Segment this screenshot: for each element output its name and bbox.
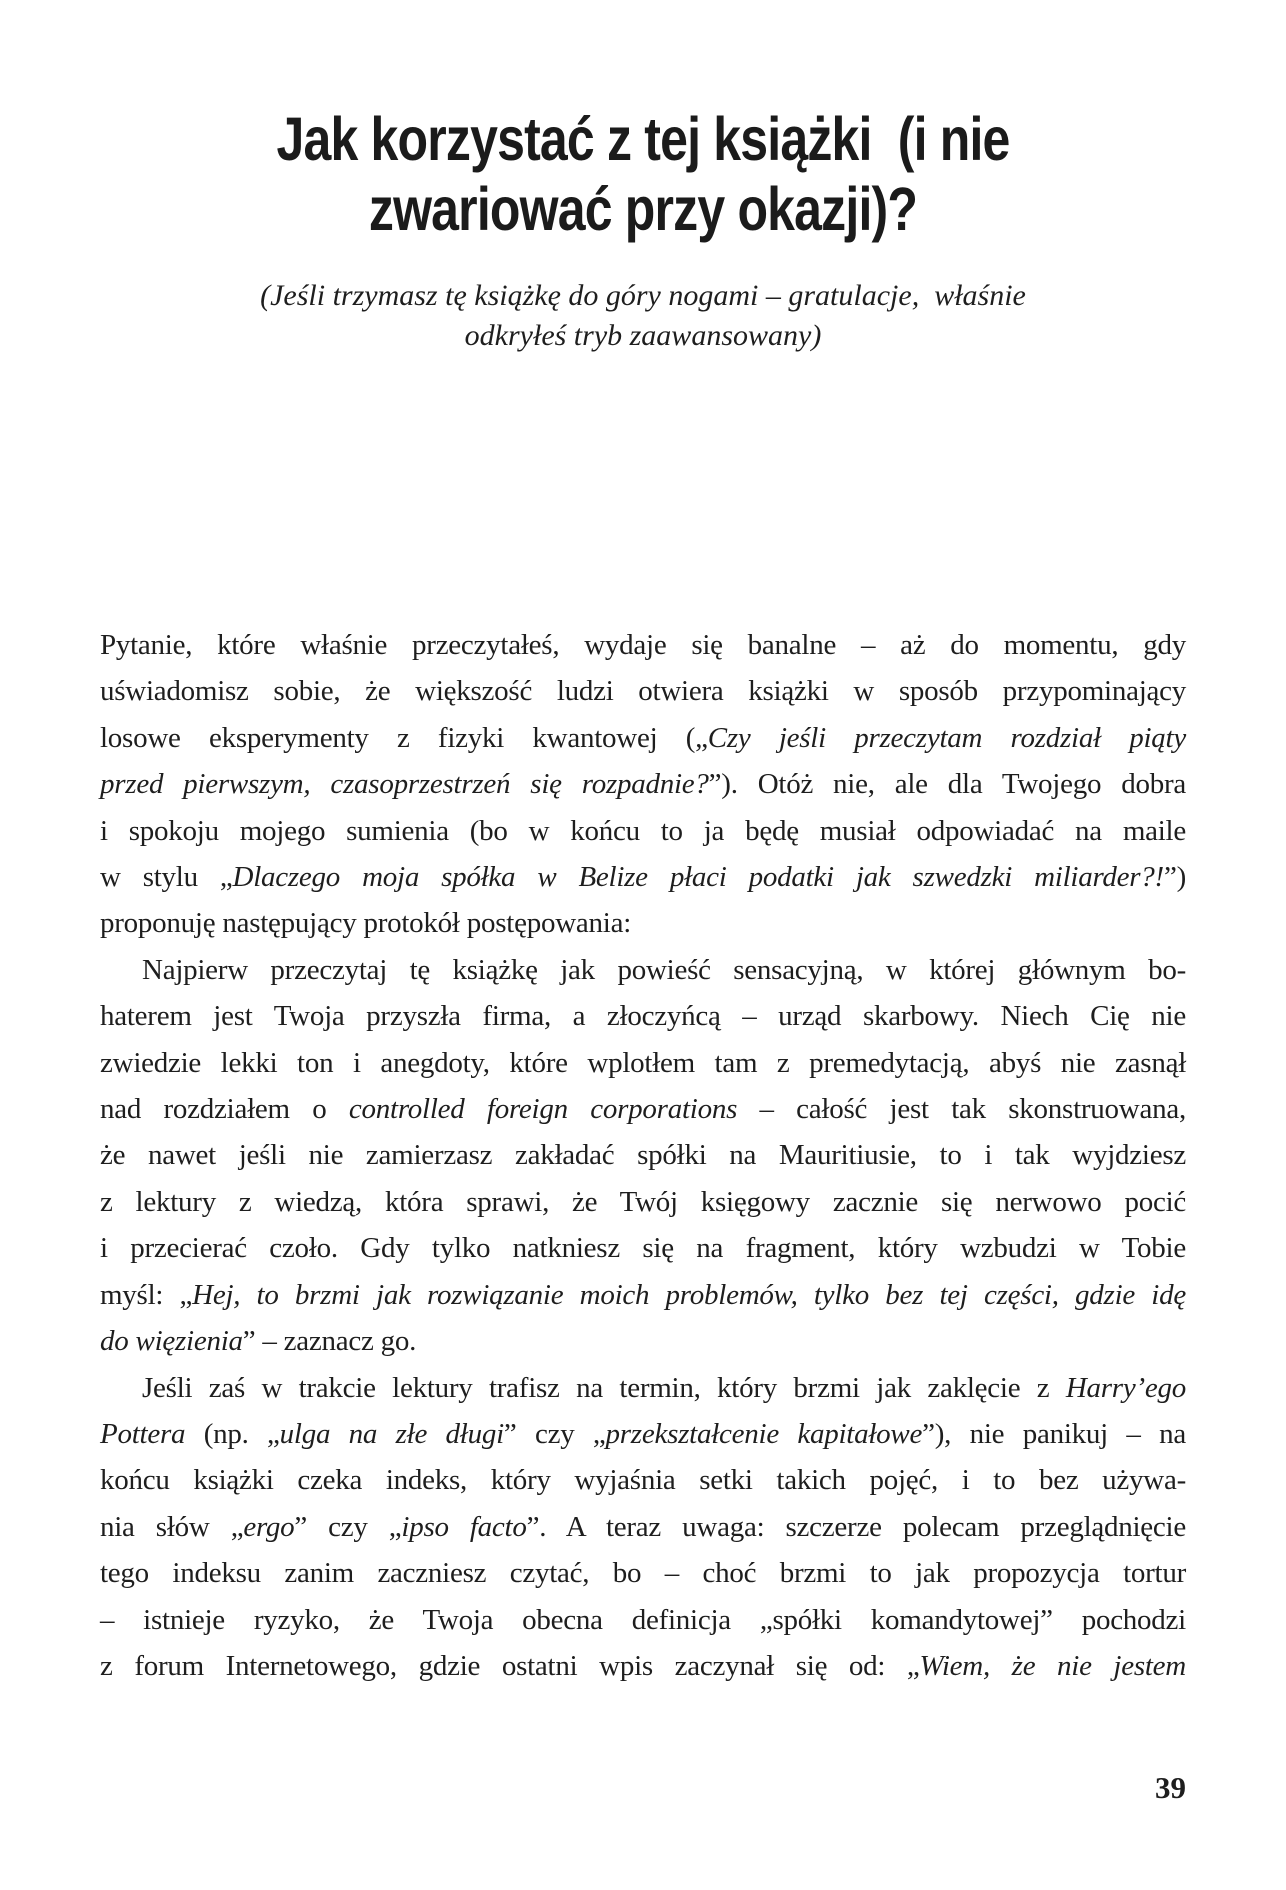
text-segment: z forum Internetowego, gdzie ostatni wpis zaczynał się od: „ — [100, 1649, 920, 1682]
text-segment: Pottera — [100, 1417, 186, 1450]
text-segment: – całość jest tak skonstruowana, — [737, 1093, 1186, 1126]
text-segment: Hej, to brzmi jak rozwiązanie moich problemów, tylko bez tej części, gdzie idę — [192, 1278, 1186, 1311]
text-segment: przed pierwszym, czasoprzestrzeń się rozpadnie? — [100, 768, 709, 801]
body-line — [100, 1457, 1186, 1503]
body-line — [100, 668, 1186, 714]
body-line — [100, 1550, 1186, 1596]
text-segment: ” – zaznacz go. — [242, 1325, 417, 1358]
text-segment: do więzienia — [100, 1325, 243, 1358]
text-segment: losowe eksperymenty z fizyki kwantowej („ — [100, 721, 708, 754]
text-segment: myśl: „ — [100, 1278, 193, 1311]
page-number: 39 — [1155, 1770, 1186, 1805]
chapter-title-line-2: zwariować przy okazji)? — [368, 175, 918, 243]
body-line — [100, 1272, 1186, 1318]
chapter-subtitle-line-2: odkryłeś tryb zaawansowany) — [464, 319, 822, 352]
text-segment: Harry’ego — [1065, 1371, 1186, 1404]
body-line — [100, 1504, 1186, 1550]
text-segment: nia słów „ — [100, 1510, 244, 1543]
chapter-title — [0, 104, 1286, 244]
text-segment: ”) — [1163, 861, 1186, 894]
text-segment: controlled foreign corporations — [348, 1093, 738, 1126]
body-line — [100, 854, 1186, 900]
body-line — [100, 715, 1186, 761]
body-line — [100, 622, 1186, 668]
text-segment: Pytanie, które właśnie przeczytałeś, wydaje się banalne – aż do momentu, gdy — [100, 629, 1186, 661]
text-segment: ulga na złe długi — [279, 1417, 504, 1450]
text-segment: Dlaczego moja spółka w Belize płaci podatki jak szwedzki miliarder?! — [232, 861, 1164, 894]
body-line — [100, 1086, 1186, 1132]
text-segment: ” czy „ — [503, 1417, 606, 1450]
chapter-title-line-1: Jak korzystać z tej książki (i nie — [276, 105, 1010, 173]
body-line — [100, 1040, 1186, 1086]
body-line — [100, 1365, 1186, 1411]
text-segment: w stylu „ — [100, 861, 233, 894]
body-line — [100, 993, 1186, 1039]
text-segment: tego indeksu zanim zaczniesz czytać, bo – choć brzmi to jak propozycja tortur — [100, 1557, 1186, 1590]
body-text — [100, 622, 1186, 1689]
text-segment: Jeśli zaś w trakcie lektury trafisz na termin, który brzmi jak zaklęcie z — [142, 1371, 1066, 1404]
text-segment: z lektury z wiedzą, która sprawi, że Twój księgowy zacznie się nerwowo pocić — [100, 1185, 1186, 1218]
body-line — [100, 1132, 1186, 1178]
text-segment: ”). Otóż nie, ale dla Twojego dobra — [708, 768, 1186, 801]
text-segment: ergo — [243, 1510, 295, 1543]
text-segment: – istnieje ryzyko, że Twoja obecna definicja „spółki komandytowej” pochodzi — [100, 1603, 1186, 1636]
text-segment: Najpierw przeczytaj tę książkę jak powieść sensacyjną, w której głównym bo- — [142, 953, 1186, 986]
text-segment: ”. A teraz uwaga: szczerze polecam przeglądnięcie — [526, 1510, 1186, 1543]
text-segment: proponuję następujący protokół postępowania: — [100, 907, 632, 940]
text-segment: że nawet jeśli nie zamierzasz zakładać spółki na Mauritiusie, to i tak wyjdziesz — [100, 1139, 1186, 1172]
body-line — [100, 1179, 1186, 1225]
text-segment: nad rozdziałem o — [100, 1093, 349, 1126]
text-segment: końcu książki czeka indeks, który wyjaśnia setki takich pojęć, i to bez używa- — [100, 1464, 1186, 1497]
text-segment: zwiedzie lekki ton i anegdoty, które wplotłem tam z premedytacją, abyś nie zasnął — [100, 1046, 1186, 1079]
text-segment: uświadomisz sobie, że większość ludzi otwiera książki w sposób przypominający — [100, 675, 1186, 708]
body-line — [100, 1643, 1186, 1689]
body-line — [100, 1225, 1186, 1271]
text-segment: i przecierać czoło. Gdy tylko natkniesz się na fragment, który wzbudzi w Tobie — [100, 1232, 1186, 1265]
text-segment: haterem jest Twoja przyszła firma, a złoczyńcą – urząd skarbowy. Niech Cię nie — [100, 1000, 1186, 1033]
body-line — [100, 808, 1186, 854]
body-line — [100, 900, 1186, 946]
text-segment: przekształcenie kapitałowe — [605, 1417, 923, 1450]
text-segment: Wiem, że nie jestem — [919, 1649, 1186, 1682]
text-segment: ipso facto — [401, 1510, 527, 1543]
body-line — [100, 1411, 1186, 1457]
body-line — [100, 1597, 1186, 1643]
text-segment: i spokoju mojego sumienia (bo w końcu to ja będę musiał odpowiadać na maile — [100, 814, 1186, 847]
chapter-subtitle — [0, 276, 1286, 356]
body-line — [100, 761, 1186, 807]
chapter-subtitle-line-1: (Jeśli trzymasz tę książkę do góry nogami – gratulacje, właśnie — [260, 279, 1026, 312]
text-segment: ”), nie panikuj – na — [922, 1417, 1186, 1450]
text-segment: ” czy „ — [294, 1510, 402, 1543]
body-line — [100, 1318, 1186, 1364]
body-line — [100, 947, 1186, 993]
text-segment: (np. „ — [185, 1417, 280, 1450]
text-segment: Czy jeśli przeczytam rozdział piąty — [707, 721, 1186, 754]
